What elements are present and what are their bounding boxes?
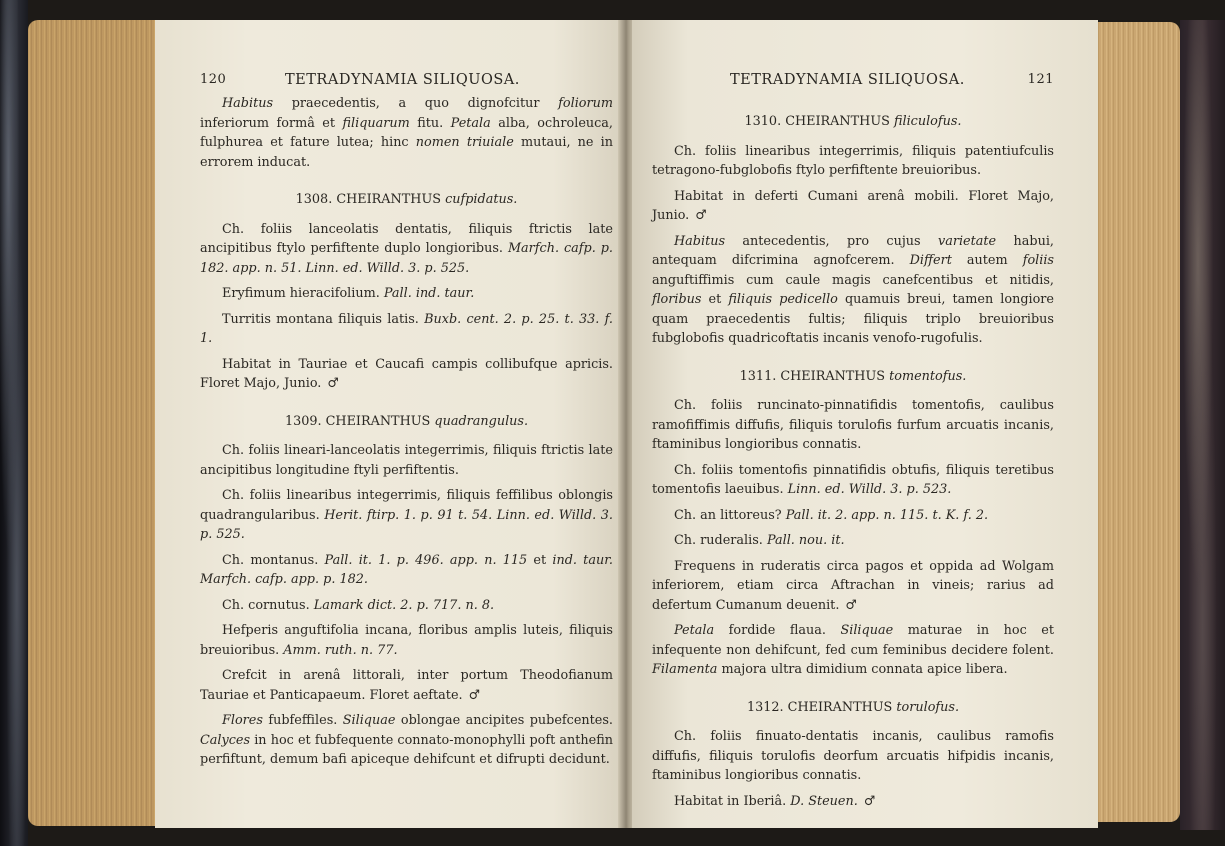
italic-text: Differt: [909, 253, 952, 268]
text-run: Ch. foliis linearibus integerrimis, filiquis patentiufculis tetragono-fubglobofis ftylo perfiftente breuioribus.: [652, 143, 1054, 178]
italic-text: Siliquae: [342, 713, 396, 728]
text-run: Ch. foliis lineari-lanceolatis integerrimis, filiquis ftrictis late ancipitibus longitudine ftyli perfiftentis.: [200, 443, 613, 478]
right-running-title: TETRADYNAMIA SILIQUOSA.: [730, 72, 965, 88]
text-run: inferiorum formâ et: [200, 115, 343, 131]
male-symbol-icon: ♂: [468, 687, 481, 703]
italic-text: Pall. ind. taur.: [383, 286, 475, 301]
left-page-number: 120: [200, 72, 227, 87]
male-symbol-icon: ♂: [695, 208, 707, 223]
body-paragraph: [652, 142, 1054, 181]
species-heading: [200, 190, 613, 210]
text-run: fordide flaua.: [714, 623, 841, 638]
italic-text: nomen triuiale: [415, 135, 514, 150]
text-run: anguftiffimis cum caule magis canefcentibus et nitidis,: [652, 272, 1054, 288]
body-paragraph: [200, 596, 613, 616]
body-paragraph: [652, 187, 1054, 226]
text-run: Turritis montana filiquis latis.: [222, 311, 425, 327]
text-run: Hefperis anguftifolia incana, floribus amplis luteis, filiquis breuioribus.: [200, 623, 613, 658]
body-paragraph: [200, 284, 613, 304]
body-paragraph: [200, 711, 613, 770]
body-paragraph: [200, 355, 613, 394]
left-running-title: TETRADYNAMIA SILIQUOSA.: [285, 72, 520, 88]
text-run: Frequens in ruderatis circa pagos et oppida ad Wolgam inferiorem, etiam circa Aftrachan in vineis; rarius ad defertum Cumanum deuenit.: [652, 558, 1054, 613]
species-heading: [652, 112, 1054, 132]
italic-text: Herit. ftirp. 1. p. 91 t. 54. Linn. ed. Willd. 3. p. 525.: [200, 507, 613, 542]
body-paragraph: [652, 557, 1054, 616]
italic-text: D. Steuen.: [790, 793, 858, 809]
italic-text: Linn. ed. Willd. 3. p. 523.: [787, 482, 952, 497]
male-symbol-icon: ♂: [327, 376, 339, 391]
text-run: Habitat in Tauriae et Caucafi campis collibufque apricis. Floret Majo, Junio.: [200, 356, 613, 391]
text-run: habui, antequam difcrimina agnofcerem.: [652, 233, 1054, 268]
text-run: antecedentis, pro cujus: [725, 233, 938, 249]
text-run: et: [701, 292, 729, 307]
body-paragraph: [200, 220, 613, 279]
italic-text: tomentofus.: [889, 368, 967, 384]
italic-text: filiquis pedicello: [728, 292, 838, 307]
body-paragraph: [200, 666, 613, 705]
text-run: praecedentis, a quo dignofcitur: [273, 96, 559, 111]
text-run: 1312. CHEIRANTHUS: [746, 699, 897, 715]
italic-text: cufpidatus.: [445, 192, 518, 207]
text-run: Ch. foliis tomentofis pinnatifidis obtufis, filiquis teretibus tomentofis laeuibus.: [652, 462, 1054, 497]
left-cover-marble: [0, 0, 28, 846]
body-paragraph: [200, 551, 613, 590]
left-page-header: [200, 72, 613, 94]
body-paragraph: [200, 94, 613, 172]
italic-text: Petala: [674, 623, 715, 638]
male-symbol-icon: ♂: [845, 597, 857, 613]
text-run: 1311. CHEIRANTHUS: [739, 368, 890, 384]
right-page-edges: [1095, 22, 1180, 822]
text-run: majora ultra dimidium connata apice libera.: [717, 662, 1008, 677]
body-paragraph: [652, 506, 1054, 526]
italic-text: Habitus: [222, 96, 274, 111]
italic-text: torulofus.: [896, 699, 960, 715]
body-paragraph: [652, 232, 1054, 349]
left-page: [155, 20, 623, 828]
text-run: Ch. an littoreus?: [674, 507, 786, 523]
text-run: quamuis breui, tamen longiore quam praecedentis fultis; filiquis triplo breuioribus fubglobofis quadricoftatis incanis venofo-rugofulis.: [652, 292, 1054, 346]
italic-text: varietate: [937, 233, 997, 249]
italic-text: Pall. nou. it.: [766, 533, 845, 548]
body-paragraph: [652, 461, 1054, 500]
right-page: [632, 20, 1098, 828]
species-heading: [652, 698, 1054, 718]
text-run: 1310. CHEIRANTHUS: [744, 114, 894, 129]
text-run: oblongae ancipites pubefcentes.: [395, 713, 613, 728]
text-run: Habitat in deferti Cumani arenâ mobili. Floret Majo, Junio.: [652, 188, 1054, 223]
italic-text: Flores: [222, 713, 263, 728]
text-run: Ch. foliis runcinato-pinnatifidis tomentofis, caulibus ramofiffimis diffufis, filiquis torulofis furfum arcuatis incanis, ftaminibus longioribus connatis.: [652, 398, 1054, 452]
italic-text: foliis: [1022, 253, 1054, 268]
italic-text: filiculofus.: [893, 114, 962, 129]
italic-text: filiquarum: [342, 115, 410, 131]
text-run: Ch. foliis linearibus integerrimis, filiquis feffilibus oblongis quadrangularibus.: [200, 488, 613, 523]
text-run: in hoc et fubfequente connato-monophylli poft anthefin perfiftunt, demum bafi apiceque dehifcunt et difrupti decidunt.: [200, 732, 613, 767]
text-run: Ch. cornutus.: [222, 597, 314, 613]
italic-text: foliorum: [558, 96, 613, 111]
italic-text: quadrangulus.: [434, 413, 529, 429]
italic-text: ind. taur. Marfch. cafp. app. p. 182.: [200, 552, 613, 587]
body-paragraph: [652, 396, 1054, 455]
left-page-edges: [28, 20, 156, 826]
text-run: Eryfimum hieracifolium.: [222, 286, 384, 301]
text-run: Ch. foliis finuato-dentatis incanis, caulibus ramofis diffufis, filiquis torulofis deorfum arcuatis hifpidis incanis, ftaminibus longioribus connatis.: [652, 729, 1054, 783]
text-run: mutaui, ne in errorem inducat.: [200, 135, 613, 170]
text-run: fitu.: [409, 115, 451, 131]
body-paragraph: [652, 792, 1054, 812]
text-run: 1308. CHEIRANTHUS: [295, 192, 446, 207]
right-page-text: [652, 112, 1054, 811]
italic-text: Marfch. cafp. p. 182. app. n. 51. Linn. ed. Willd. 3. p. 525.: [200, 241, 614, 276]
right-cover-marble: [1180, 20, 1225, 830]
text-run: Crefcit in arenâ littorali, inter portum Theodofianum Tauriae et Panticapaeum. Floret aeftate.: [200, 668, 613, 703]
right-page-number: 121: [1027, 72, 1054, 87]
body-paragraph: [652, 621, 1054, 680]
body-paragraph: [652, 531, 1054, 551]
text-run: maturae in hoc et infequente non dehifcunt, fed cum feminibus decidere folent.: [652, 623, 1055, 658]
italic-text: floribus: [652, 292, 702, 307]
body-paragraph: [200, 486, 613, 545]
male-symbol-icon: ♂: [863, 793, 876, 809]
italic-text: Amm. ruth. n. 77.: [283, 642, 398, 658]
italic-text: Lamark dict. 2. p. 717. n. 8.: [313, 597, 495, 613]
body-paragraph: [200, 441, 613, 480]
text-run: alba, ochroleuca, fulphurea et fature lutea; hinc: [200, 115, 613, 150]
text-run: Ch. ruderalis.: [674, 533, 767, 548]
italic-text: Filamenta: [652, 662, 718, 677]
text-run: Habitat in Iberiâ.: [674, 793, 791, 809]
italic-text: Petala: [450, 115, 491, 131]
left-page-text: [200, 94, 613, 770]
body-paragraph: [200, 621, 613, 660]
italic-text: Pall. it. 1. p. 496. app. n. 115: [324, 552, 528, 568]
text-run: Ch. foliis lanceolatis dentatis, filiquis ftrictis late ancipitibus ftylo perfiftente duplo longioribus.: [200, 221, 613, 256]
text-run: fubfeffiles.: [262, 713, 343, 728]
italic-text: Siliquae: [840, 623, 894, 638]
body-paragraph: [652, 727, 1054, 786]
italic-text: Calyces: [200, 732, 251, 748]
species-heading: [652, 367, 1054, 387]
body-paragraph: [200, 310, 613, 349]
italic-text: Buxb. cent. 2. p. 25. t. 33. f. 1.: [200, 311, 613, 346]
text-run: 1309. CHEIRANTHUS: [284, 413, 435, 429]
right-page-header: [652, 72, 1054, 94]
italic-text: Pall. it. 2. app. n. 115. t. K. f. 2.: [785, 507, 989, 523]
text-run: et: [527, 552, 553, 568]
text-run: Ch. montanus.: [222, 552, 325, 568]
species-heading: [200, 412, 613, 432]
italic-text: Habitus: [674, 233, 726, 249]
text-run: autem: [951, 253, 1023, 268]
